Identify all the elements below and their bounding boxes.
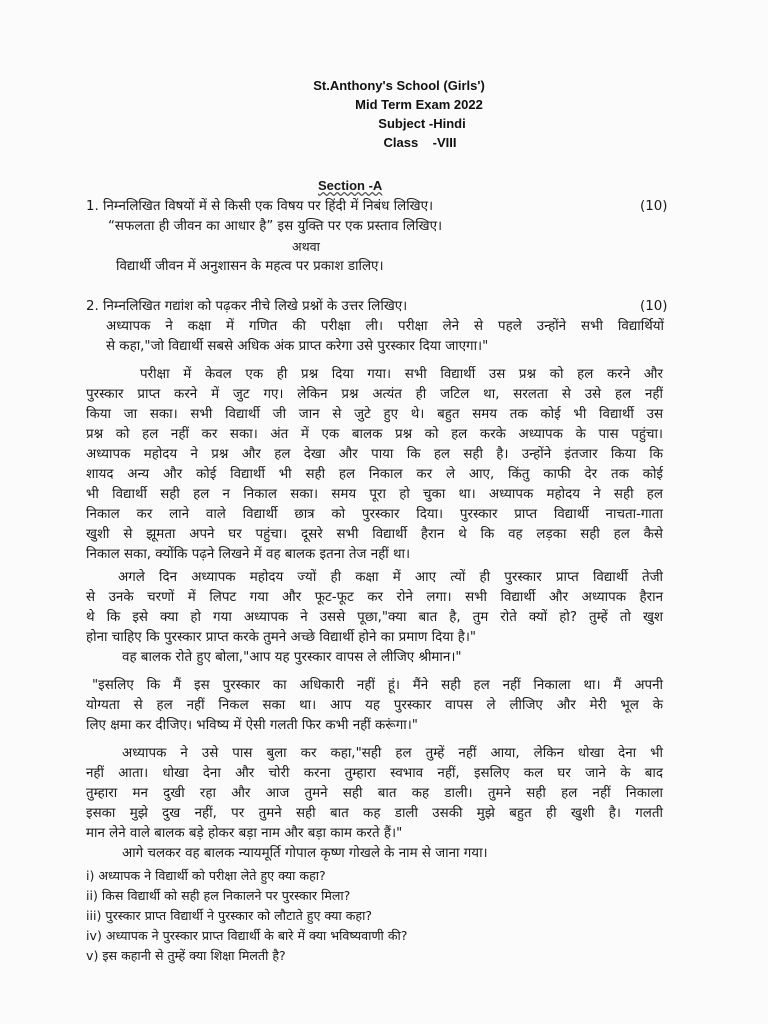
passage-line: अध्यापक ने उसे पास बुला कर कहा,"सही हल तुम्हें नहीं आया, लेकिन धोखा देना भी — [122, 746, 663, 761]
passage-line: से उनके चरणों में लिपट गया और फूट-फूट कर रोने लगा। सभी विद्यार्थी और अध्यापक हैरान — [86, 590, 663, 605]
q1-text: 1. निम्नलिखित विषयों में से किसी एक विषय पर हिंदी में निबंध लिखिए। — [86, 199, 434, 214]
passage-line: तुम्हारा मन दुखी रहा और आज तुमने सही बात कह डाली। तुमने सही हल नहीं निकाला — [86, 786, 663, 801]
passage-line: वह बालक रोते हुए बोला,"आप यह पुरस्कार वापस ले लीजिए श्रीमान।" — [122, 650, 462, 665]
passage-line: मान लेने वाले बालक बड़े होकर बड़ा नाम और बड़ा काम करते हैं।" — [86, 826, 403, 841]
q1-option-2: विद्यार्थी जीवन में अनुशासन के महत्व पर प्रकाश डालिए। — [116, 259, 384, 274]
q1-marks: (10) — [640, 199, 668, 214]
sub-question-2: ii) किस विद्यार्थी को सही हल निकालने पर पुरस्कार मिला? — [86, 888, 351, 903]
passage-line: अगले दिन अध्यापक महोदय ज्यों ही कक्षा में आए त्यों ही पुरस्कार प्राप्त विद्यार्थी तेजी — [118, 570, 663, 585]
passage-line: निकाल सका, क्योंकि पढ़ने लिखने में वह बालक इतना तेज नहीं था। — [86, 547, 411, 562]
passage-line: अध्यापक ने कक्षा में गणित की परीक्षा ली। परीक्षा लेने से पहले उन्होंने सभी विद्यार्थियों — [106, 319, 664, 334]
q2-text: 2. निम्नलिखित गद्यांश को पढ़कर नीचे लिखे प्रश्नों के उत्तर लिखिए। — [86, 299, 408, 314]
passage-line: थे कि इसे क्या हो गया अध्यापक ने उससे पूछा,"क्या बात है, तुम रोते क्यों हो? तुम्हें तो खुश — [86, 610, 663, 625]
passage-line: लिए क्षमा कर दीजिए। भविष्य में ऐसी गलती फिर कभी नहीं करूंगा।" — [86, 718, 418, 733]
passage-line: प्रश्न को हल नहीं कर सका। अंत में एक बालक प्रश्न को हल करके अध्यापक के पास पहुंचा। — [86, 427, 663, 442]
sub-question-1: i) अध्यापक ने विद्यार्थी को परीक्षा लेते हुए क्या कहा? — [86, 868, 326, 883]
class-label: Class -VIII — [383, 135, 457, 150]
passage-line: होना चाहिए कि पुरस्कार प्राप्त करके तुमने अच्छे विद्यार्थी होने का प्रमाण दिया है।" — [86, 630, 477, 645]
passage-line: भी विद्यार्थी सही हल न निकाल सका। समय पूरा हो चुका था। अध्यापक महोदय ने सही हल — [86, 487, 663, 502]
q1-option-1: “सफलता ही जीवन का आधार है” इस युक्ति पर एक प्रस्ताव लिखिए। — [108, 219, 443, 234]
passage-line: निकाल कर लाने वाले विद्यार्थी छात्र को पुरस्कार दिया। पुरस्कार प्राप्त विद्यार्थी नाचता-गाता — [86, 507, 663, 522]
q1-or: अथवा — [292, 239, 320, 254]
passage-line: किया जा सका। सभी विद्यार्थी जी जान से जुटे हुए थे। बहुत समय तक कोई भी विद्यार्थी उस — [86, 407, 663, 422]
exam-title: Mid Term Exam 2022 — [355, 97, 483, 112]
section-title: Section -A — [318, 178, 383, 193]
sub-question-4: iv) अध्यापक ने पुरस्कार प्राप्त विद्यार्थी के बारे में क्या भविष्यवाणी की? — [86, 928, 408, 943]
sub-question-3: iii) पुरस्कार प्राप्त विद्यार्थी ने पुरस्कार को लौटाते हुए क्या कहा? — [86, 908, 373, 923]
school-name: St.Anthony's School (Girls') — [313, 78, 485, 93]
passage-line: इसका मुझे दुख नहीं, पर तुमने सही बात कह डाली उसकी मुझे बहुत ही खुशी है। गलती — [86, 806, 663, 821]
exam-header — [0, 76, 768, 152]
passage-line: परीक्षा में केवल एक ही प्रश्न दिया गया। सभी विद्यार्थी उस प्रश्न को हल करने और — [140, 367, 663, 382]
passage-line: अध्यापक महोदय ने प्रश्न और हल देखा और पाया कि हल सही है। उन्होंने इंतजार किया कि — [86, 447, 663, 462]
subject-label: Subject -Hindi — [378, 116, 466, 131]
passage-line: पुरस्कार प्राप्त करने में जुट गए। लेकिन प्रश्न अत्यंत ही जटिल था, सरलता से उसे हल नहीं — [86, 387, 663, 402]
passage-line: आगे चलकर वह बालक न्यायमूर्ति गोपाल कृष्ण गोखले के नाम से जाना गया। — [122, 846, 488, 861]
passage-line: नहीं आता। धोखा देना और चोरी करना तुम्हारा स्वभाव नहीं, इसलिए कल घर जाने के बाद — [86, 766, 663, 781]
passage-line: "इसलिए कि मैं इस पुरस्कार का अधिकारी नहीं हूं। मैंने सही हल नहीं निकाला था। मैं अपनी — [92, 678, 663, 693]
q2-marks: (10) — [640, 299, 668, 314]
passage-line: शायद अन्य और कोई विद्यार्थी भी सही हल निकाल कर ले आए, किंतु काफी देर तक कोई — [86, 467, 663, 482]
sub-question-5: v) इस कहानी से तुम्हें क्या शिक्षा मिलती है? — [86, 948, 286, 963]
passage-line: योग्यता से हल नहीं निकल सका था। आप यह पुरस्कार वापस ले लीजिए और मेरी भूल के — [86, 698, 663, 713]
passage-line: से कहा,"जो विद्यार्थी सबसे अधिक अंक प्राप्त करेगा उसे पुरस्कार दिया जाएगा।" — [106, 339, 489, 354]
passage-line: खुशी से झूमता अपने घर पहुंचा। दूसरे सभी विद्यार्थी हैरान थे कि वह लड़का सही हल कैसे — [86, 527, 663, 542]
